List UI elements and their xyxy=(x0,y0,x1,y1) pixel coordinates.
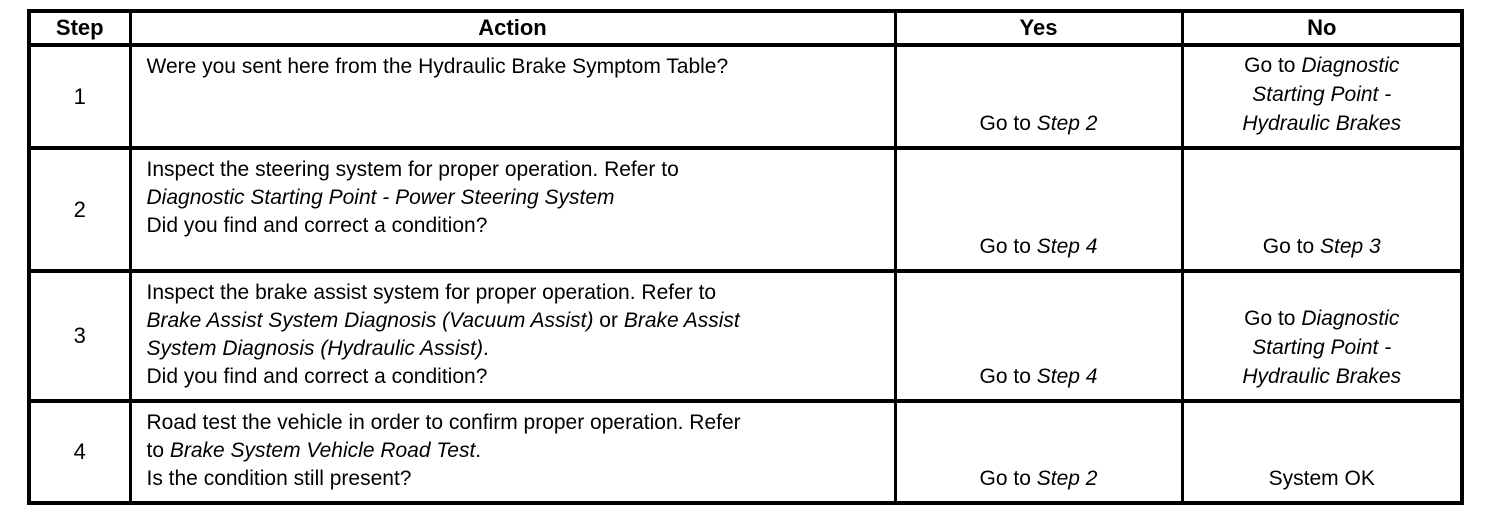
text-segment: . xyxy=(482,337,489,360)
text-segment: Diagnostic xyxy=(1301,54,1400,77)
text-segment: Brake System Vehicle Road Test xyxy=(169,439,476,462)
text-segment: Inspect the steering system for proper operation. Refer to xyxy=(146,158,679,181)
table-body xyxy=(29,45,1462,503)
paragraph xyxy=(147,156,884,212)
yes-text xyxy=(897,228,1181,269)
action-description xyxy=(147,279,884,363)
no-text xyxy=(1184,47,1461,146)
no-text xyxy=(1184,300,1461,399)
text-segment: Go to xyxy=(1244,307,1302,330)
step-cell: 4 xyxy=(29,401,130,503)
action-cell xyxy=(130,401,895,503)
paragraph xyxy=(147,409,884,465)
action-text-wrap xyxy=(132,403,894,501)
header-action: Action xyxy=(130,11,895,45)
text-segment: Go to xyxy=(979,112,1037,135)
text-segment: Go to xyxy=(979,235,1037,258)
text-segment: to xyxy=(146,439,170,462)
paragraph xyxy=(147,465,884,493)
action-question xyxy=(147,465,884,493)
text-segment: Starting Point - xyxy=(1252,336,1392,359)
text-segment: . xyxy=(475,439,482,462)
text-segment: Step 2 xyxy=(1036,112,1098,135)
step-cell: 1 xyxy=(29,45,130,148)
text-segment: Did you find and correct a condition? xyxy=(146,365,488,388)
text-segment: Road test the vehicle in order to confirm proper operation. Refer xyxy=(146,411,741,434)
text-segment: Inspect the brake assist system for proper operation. Refer to xyxy=(146,281,717,304)
text-segment: Go to xyxy=(979,365,1037,388)
text-segment: Brake Assist xyxy=(623,309,740,332)
diagnostic-table xyxy=(27,9,1464,505)
text-segment: Hydraulic Brakes xyxy=(1242,365,1402,388)
text-segment: Go to xyxy=(1244,54,1302,77)
action-question xyxy=(147,363,884,391)
step-cell: 2 xyxy=(29,148,130,271)
header-no: No xyxy=(1182,11,1462,45)
text-segment: Were you sent here from the Hydraulic Brake Symptom Table? xyxy=(146,55,729,78)
action-text-wrap xyxy=(132,273,894,399)
yes-text xyxy=(897,358,1181,399)
text-segment: Step 2 xyxy=(1036,467,1098,490)
text-segment: System Diagnosis (Hydraulic Assist) xyxy=(146,337,483,360)
action-cell xyxy=(130,45,895,148)
action-cell xyxy=(130,271,895,401)
action-description xyxy=(147,53,884,81)
text-segment: Step 4 xyxy=(1036,365,1098,388)
yes-cell xyxy=(895,271,1182,401)
no-cell xyxy=(1182,271,1462,401)
text-segment: Diagnostic xyxy=(1301,307,1400,330)
table-row xyxy=(29,148,1462,271)
text-segment: Diagnostic Starting Point - Power Steering System xyxy=(146,186,615,209)
text-segment: Brake Assist System Diagnosis (Vacuum Assist) xyxy=(146,309,594,332)
yes-cell xyxy=(895,45,1182,148)
no-cell xyxy=(1182,148,1462,271)
text-segment: Step 3 xyxy=(1319,235,1381,258)
no-cell xyxy=(1182,45,1462,148)
paragraph xyxy=(147,212,884,240)
table-row xyxy=(29,401,1462,503)
no-cell xyxy=(1182,401,1462,503)
text-segment: Go to xyxy=(1262,235,1320,258)
header-row xyxy=(29,11,1462,45)
paragraph xyxy=(147,363,884,391)
text-segment: Is the condition still present? xyxy=(146,467,412,490)
action-cell xyxy=(130,148,895,271)
no-text xyxy=(1184,228,1461,269)
yes-cell xyxy=(895,148,1182,271)
yes-text xyxy=(897,105,1181,146)
yes-cell xyxy=(895,401,1182,503)
text-segment: Hydraulic Brakes xyxy=(1242,112,1402,135)
no-text xyxy=(1184,460,1461,501)
text-segment: Go to xyxy=(979,467,1037,490)
yes-text xyxy=(897,460,1181,501)
step-cell: 3 xyxy=(29,271,130,401)
text-segment: System OK xyxy=(1268,467,1375,490)
action-description xyxy=(147,409,884,465)
text-segment: Starting Point - xyxy=(1252,83,1392,106)
paragraph xyxy=(147,53,884,81)
table-row xyxy=(29,45,1462,148)
header-yes: Yes xyxy=(895,11,1182,45)
text-segment: or xyxy=(593,309,624,332)
header-step: Step xyxy=(29,11,130,45)
paragraph xyxy=(147,279,884,363)
action-question xyxy=(147,212,884,240)
action-description xyxy=(147,156,884,212)
action-text-wrap xyxy=(132,150,894,248)
action-text-wrap xyxy=(132,47,894,89)
table-row xyxy=(29,271,1462,401)
text-segment: Step 4 xyxy=(1036,235,1098,258)
text-segment: Did you find and correct a condition? xyxy=(146,214,488,237)
